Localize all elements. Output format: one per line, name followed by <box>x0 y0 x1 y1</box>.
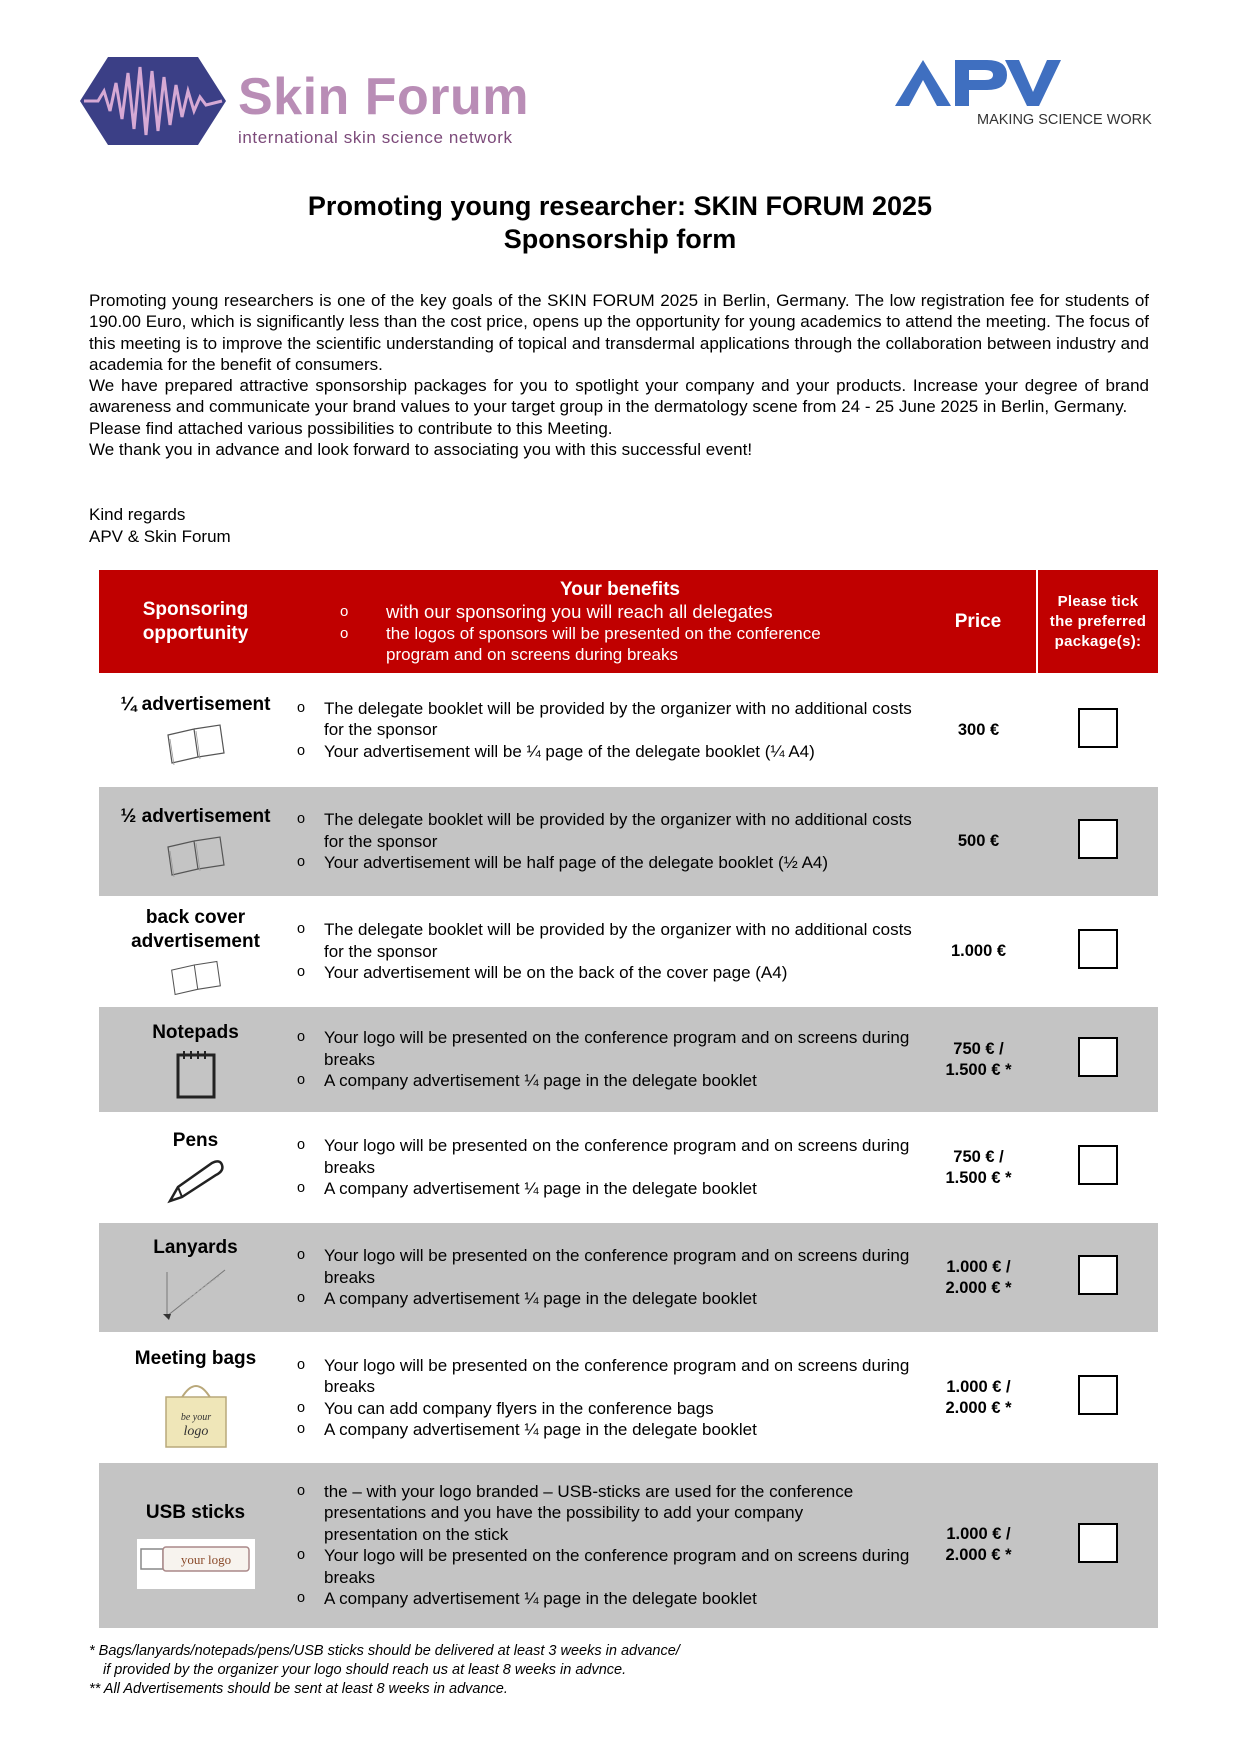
table-row <box>99 898 1158 1006</box>
price-cell <box>920 898 1037 1006</box>
table-row <box>99 1462 1158 1628</box>
benefit-item: o Your logo will be presented on the conference program and on screens during breaks <box>292 1135 920 1178</box>
footnotes <box>89 1642 680 1699</box>
header-benefits <box>292 570 920 675</box>
opportunity-cell <box>99 898 292 1006</box>
opportunity-cell <box>99 1462 292 1628</box>
benefit-item: o Your logo will be presented on the conference program and on screens during breaks <box>292 1027 920 1070</box>
opportunity-cell <box>99 675 292 786</box>
header-benefit-2: o the logos of sponsors will be presented on the conference program and on screens during breaks <box>340 623 886 665</box>
price-line-2: 2.000 € * <box>945 1398 1012 1417</box>
opportunity-cell <box>99 1334 292 1462</box>
skin-forum-wave-icon <box>78 55 228 147</box>
table-row <box>99 1334 1158 1462</box>
price-cell <box>920 1462 1037 1628</box>
apv-logo <box>895 58 1155 138</box>
price-cell <box>920 1006 1037 1114</box>
header-tick <box>1037 570 1158 675</box>
opportunity-name: ½ advertisement <box>120 805 271 827</box>
apv-wordmark-icon <box>895 58 1075 118</box>
benefits-cell <box>292 786 920 898</box>
header-tick-line-1: Please tick <box>1057 592 1139 610</box>
benefit-item: o the – with your logo branded – USB-sticks are used for the conference presentations and you have the possibility to add your company presentation on the stick <box>292 1481 884 1546</box>
opportunity-name: Meeting bags <box>134 1347 257 1369</box>
page-title <box>0 190 1240 256</box>
benefits-cell <box>292 1462 920 1628</box>
apv-tagline: MAKING SCIENCE WORK <box>977 112 1152 128</box>
price-line-1: 1.000 € / <box>946 1257 1011 1276</box>
pen-icon <box>164 1157 228 1207</box>
sponsorship-table <box>99 570 1158 1628</box>
header-opportunity <box>99 570 292 675</box>
benefits-cell <box>292 1222 920 1334</box>
tick-cell <box>1037 1114 1158 1222</box>
price-line-1: 1.000 € / <box>946 1377 1011 1396</box>
table-header <box>99 570 1158 675</box>
tick-cell <box>1037 1006 1158 1114</box>
opportunity-name: Pens <box>172 1129 219 1151</box>
price-line-1: 750 € / <box>953 1147 1004 1166</box>
benefits-cell <box>292 675 920 786</box>
header-price: Price <box>920 570 1037 675</box>
benefit-item: o A company advertisement ¼ page in the delegate booklet <box>292 1288 920 1310</box>
table-row <box>99 1114 1158 1222</box>
tick-cell <box>1037 1222 1158 1334</box>
opportunity-cell <box>99 786 292 898</box>
table-row <box>99 675 1158 786</box>
benefits-cell <box>292 1006 920 1114</box>
booklet-icon <box>164 833 228 879</box>
price-cell <box>920 1222 1037 1334</box>
intro-paragraph-3: Please find attached various possibilities to contribute to this Meeting. <box>89 418 613 438</box>
regards-line-2: APV & Skin Forum <box>89 526 231 546</box>
benefit-item: o Your advertisement will be half page of the delegate booklet (½ A4) <box>292 852 920 874</box>
opportunity-name: ¼ advertisement <box>120 694 271 715</box>
table-row <box>99 786 1158 898</box>
benefit-item: o A company advertisement ¼ page in the delegate booklet <box>292 1178 920 1200</box>
header-tick-line-3: package(s): <box>1054 632 1142 650</box>
notepad-icon <box>174 1049 218 1099</box>
tick-cell <box>1037 898 1158 1006</box>
lanyard-icon <box>161 1264 231 1320</box>
price-line-2: 1.500 € * <box>945 1060 1012 1079</box>
select-package-checkbox[interactable] <box>1078 929 1118 969</box>
select-package-checkbox[interactable] <box>1078 708 1118 748</box>
select-package-checkbox[interactable] <box>1078 1145 1118 1185</box>
header-benefit-1: o with our sponsoring you will reach all delegates <box>340 601 920 623</box>
price-cell <box>920 1334 1037 1462</box>
footnote-2: if provided by the organizer your logo should reach us at least 8 weeks in advnce. <box>103 1662 627 1678</box>
price-line-2: 2.000 € * <box>945 1278 1012 1297</box>
select-package-checkbox[interactable] <box>1078 1375 1118 1415</box>
skin-forum-tagline: international skin science network <box>238 128 513 147</box>
price-line-1: 300 € <box>957 720 1000 739</box>
benefit-item: o Your logo will be presented on the conference program and on screens during breaks <box>292 1545 920 1588</box>
header-tick-line-2: the preferred <box>1049 612 1147 630</box>
header-opportunity-line-2: opportunity <box>142 622 249 644</box>
opportunity-cell <box>99 1006 292 1114</box>
price-cell <box>920 675 1037 786</box>
regards-line-1: Kind regards <box>89 505 186 524</box>
opportunity-name: Lanyards <box>153 1236 238 1258</box>
intro-paragraph-4: We thank you in advance and look forward to associating you with this successful event! <box>89 440 753 460</box>
price-line-1: 500 € <box>957 832 1000 850</box>
select-package-checkbox[interactable] <box>1078 1037 1118 1077</box>
price-cell <box>920 786 1037 898</box>
skin-forum-logo <box>78 55 548 155</box>
benefit-item: o The delegate booklet will be provided by the organizer with no additional costs for the sponsor <box>292 919 920 962</box>
footnote-1: * Bags/lanyards/notepads/pens/USB sticks should be delivered at least 3 weeks in advance/ <box>89 1643 680 1659</box>
table-row <box>99 1006 1158 1114</box>
bag-icon <box>161 1375 231 1449</box>
benefit-item: o Your advertisement will be on the back of the cover page (A4) <box>292 962 920 984</box>
benefit-item: o You can add company flyers in the conference bags <box>292 1398 920 1420</box>
benefit-item: o A company advertisement ¼ page in the delegate booklet <box>292 1588 920 1610</box>
tick-cell <box>1037 786 1158 898</box>
header-opportunity-line-1: Sponsoring <box>142 598 249 620</box>
select-package-checkbox[interactable] <box>1078 1255 1118 1295</box>
intro-paragraph-2: We have prepared attractive sponsorship packages for you to spotlight your company and your products. Increase your degree of brand awareness and communicate your brand values to your target group in the dermatology scene from 24 - 25 June 2025 in Berlin, Germany. <box>89 376 1149 417</box>
booklet-icon <box>164 721 228 767</box>
benefit-item: o Your advertisement will be ¼ page of the delegate booklet (¼ A4) <box>292 741 920 763</box>
tick-cell <box>1037 1462 1158 1628</box>
usb-stick-icon <box>137 1539 255 1589</box>
opportunity-cell <box>99 1114 292 1222</box>
price-line-2: 2.000 € * <box>945 1546 1012 1565</box>
header-benefits-title: Your benefits <box>560 578 680 600</box>
usb-icon-text: your logo <box>180 1552 231 1568</box>
benefits-cell <box>292 1114 920 1222</box>
opportunity-cell <box>99 1222 292 1334</box>
bag-icon-text-1: be your <box>180 1411 211 1423</box>
tick-cell <box>1037 1334 1158 1462</box>
title-line-2: Sponsorship form <box>503 224 737 254</box>
table-row <box>99 1222 1158 1334</box>
price-line-1: 1.000 € <box>950 942 1007 960</box>
benefit-item: o A company advertisement ¼ page in the delegate booklet <box>292 1070 920 1092</box>
benefit-item: o A company advertisement ¼ page in the delegate booklet <box>292 1419 920 1441</box>
price-line-2: 1.500 € * <box>945 1168 1012 1187</box>
opportunity-name: back cover advertisement <box>131 906 260 952</box>
intro-text <box>89 290 1149 460</box>
footnote-3: ** All Advertisements should be sent at least 8 weeks in advance. <box>89 1681 508 1697</box>
benefit-item: o The delegate booklet will be provided by the organizer with no additional costs for the sponsor <box>292 809 920 852</box>
benefit-item: o Your logo will be presented on the conference program and on screens during breaks <box>292 1245 920 1288</box>
price-cell <box>920 1114 1037 1222</box>
booklet-icon <box>164 958 228 998</box>
benefits-cell <box>292 898 920 1006</box>
benefits-cell <box>292 1334 920 1462</box>
price-line-1: 1.000 € / <box>946 1525 1011 1544</box>
tick-cell <box>1037 675 1158 786</box>
opportunity-name: Notepads <box>152 1021 239 1043</box>
intro-paragraph-1: Promoting young researchers is one of the key goals of the SKIN FORUM 2025 in Berlin, Germany. The low registration fee for students of 190.00 Euro, which is significantly less than the cost price, opens up the opportunity for young academics to attend the meeting. The focus of this meeting is to improve the scientific understanding of topical and transdermal applications through the collaboration between industry and academia for the benefit of consumers. <box>89 291 1149 374</box>
regards <box>89 504 231 547</box>
opportunity-name: USB sticks <box>145 1502 246 1524</box>
select-package-checkbox[interactable] <box>1078 819 1118 859</box>
select-package-checkbox[interactable] <box>1078 1523 1118 1563</box>
benefit-item: o The delegate booklet will be provided by the organizer with no additional costs for the sponsor <box>292 698 920 741</box>
bag-icon-text-2: logo <box>183 1423 208 1439</box>
skin-forum-name: Skin Forum <box>238 68 530 126</box>
benefit-item: o Your logo will be presented on the conference program and on screens during breaks <box>292 1355 920 1398</box>
price-line-1: 750 € / <box>953 1039 1004 1058</box>
title-line-1: Promoting young researcher: SKIN FORUM 2025 <box>307 191 933 221</box>
